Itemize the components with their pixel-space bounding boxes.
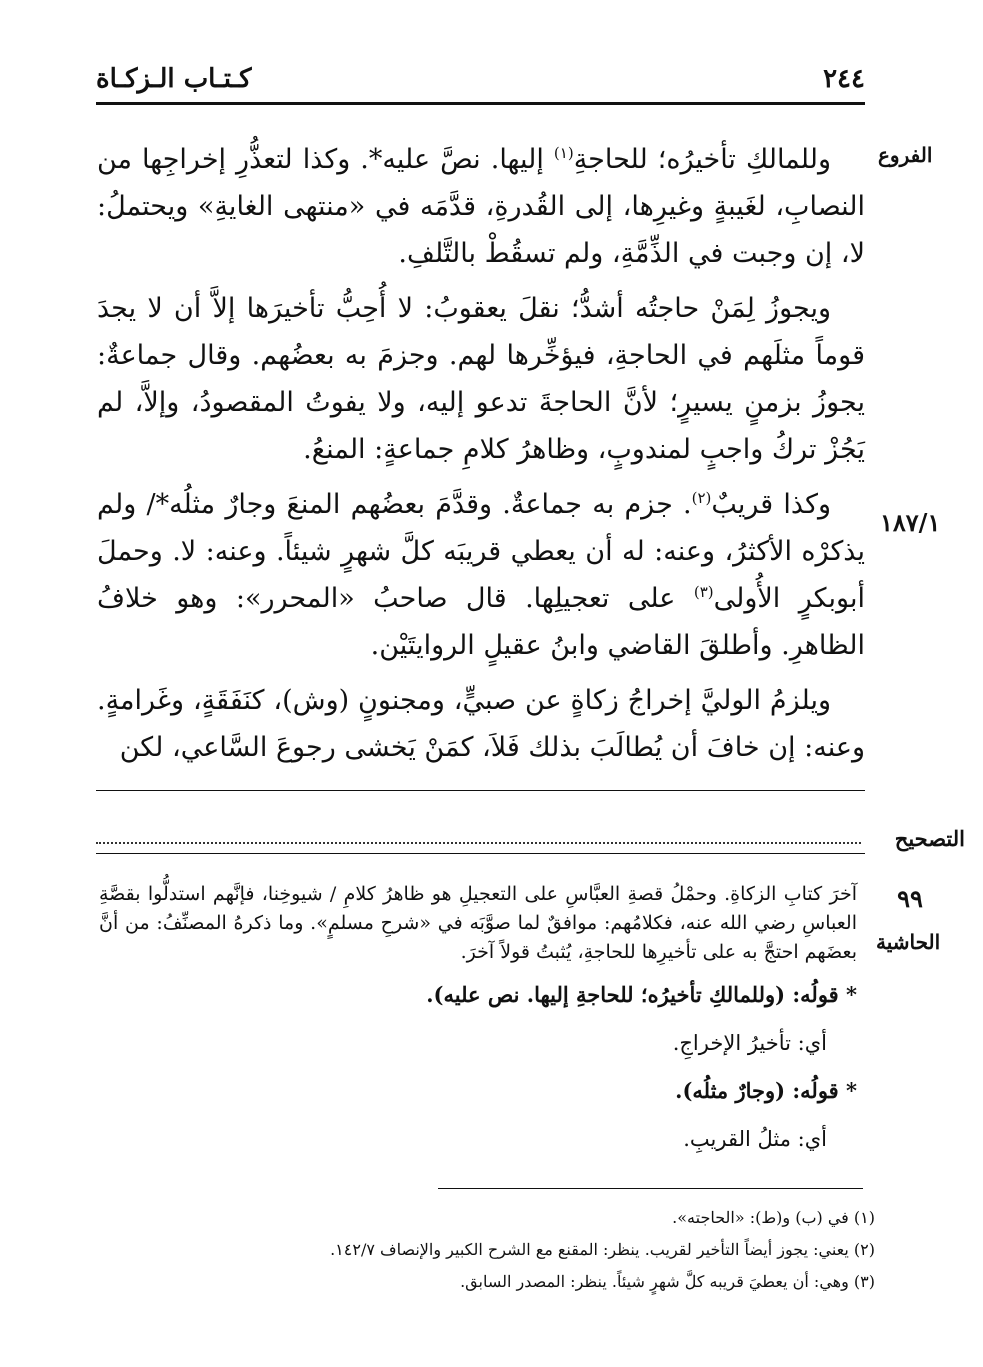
hashiyah-number: ٩٩ [897,884,923,913]
dotted-line [96,842,861,844]
footnote-marker: (٣) [693,583,714,601]
page-number: ٢٤٤ [823,64,865,94]
footnote-2: (٢) يعني: يجوز أيضاً التأخير لقريب. ينظر: المقنع مع الشرح الكبير والإنصاف ١٤٢/٧. [330,1240,875,1259]
margin-reference: ١٨٧/١ [880,508,941,537]
hashiyah-paragraph: آخرَ كتابِ الزكاةِ. وحمْلُ قصةِ العبَّاسِ على التعجيلِ هو ظاهرُ كلامِ / شيوخِنا، فإنَّهم استدلُّوا بقصَّةِ العباسِ رضي الله عنه، فكلامُهم: موافقٌ لما صوَّبَه في «شرحِ مسلمٍ». وما ذكرهُ المصنِّفُ: من أنَّ بعضَهم احتجَّ به على تأخيرِها للحاجةِ، يُثبتُ قولاً آخرَ. [99,883,857,963]
chapter-title: كـتـاب الـزكـاة [96,64,252,94]
main-paragraph-2: ويجوزُ لِمَنْ حاجتُه أشدُّ؛ نقلَ يعقوبُ: لا أُحِبُّ تأخيرَها إلاَّ أن لا يجدَ قوماً مثلَهم في الحاجةِ، فيؤخِّرها لهم. وجزمَ به بعضُهم. وقال جماعةٌ: يجوزُ بزمنٍ يسيرٍ؛ لأنَّ الحاجةَ تدعو إليه، ولا يفوتُ المقصودُ، وإلاَّ، لم يَجُزْ تركُ واجبٍ لمندوبٍ، وظاهرُ كلامِ جماعةٍ: المنعُ. [97,293,865,465]
paragraph-text: . جزم به جماعةٌ. وقدَّمَ بعضُهم المنعَ وجارٌ مثلُه*/ ولم يذكرْه الأكثرُ، وعنه: له أن يعطي قريبَه كلَّ شهرٍ شيئاً. وعنه: لا. وحملَ أبوبكرٍ الأُولى [97,489,865,614]
paragraph-text: إليها. نصَّ عليه*. وكذا لتعذُّرِ إخراجِها من النصابِ، لغَيبةٍ وغيرِها، إلى القُدرةِ، قدَّمَه في «منتهى الغايةِ» ويحتملُ: لا، إن وجبت في الذِّمَّةِ، ولم تسقُطْ بالتَّلفِ. [97,144,865,269]
footnote-marker: (١) [553,144,574,162]
hashiyah-quote-2: * قولُه: (وجارٌ مثلُه). [675,1078,857,1103]
main-paragraph-4: ويلزمُ الوليَّ إخراجُ زكاةٍ عن صبيٍّ، ومجنونٍ (وش)، كنَفَقَةٍ، وغَرامةٍ. وعنه: إن خافَ أن يُطالَبَ بذلك فَلاَ، كمَنْ يَخشى رجوعَ السَّاعي، لكن [97,685,865,763]
main-text-rule [96,790,865,791]
hashiyah-label: الحاشية [876,930,941,954]
main-paragraph-1 [97,136,865,277]
tashih-row [96,826,965,852]
footnote-3: (٣) وهي: أن يعطيَ قريبه كلَّ شهرٍ شيئاً. ينظر: المصدر السابق. [460,1272,875,1291]
hashiyah-explanation-1: أي: تأخيرُ الإخراجِ. [672,1031,827,1055]
hashiyah-explanation-2: أي: مثلُ القريبِ. [683,1127,827,1151]
paragraph-text: وللمالكِ تأخيرُه؛ للحاجةِ [573,144,831,175]
paragraph-text: وكذا قريبٌ [711,489,831,520]
tashih-rule [96,853,865,854]
footnote-1: (١) في (ب) و(ط): «الحاجته». [672,1208,875,1227]
header-rule [96,102,865,105]
tashih-label: التصحيح [894,826,965,851]
hashiyah-quote-1: * قولُه: (وللمالكِ تأخيرُه؛ للحاجةِ إليها. نص عليه). [426,982,857,1007]
running-header [96,64,865,104]
main-paragraph-3 [97,481,865,669]
main-text [97,136,865,771]
paragraph-text: على تعجيلِها. قال صاحبُ «المحرر»: وهو خلافُ الظاهرِ. وأطلقَ القاضي وابنُ عقيلٍ الروايتَيْن. [97,583,865,661]
margin-label-furu: الفروع [878,143,933,167]
hashiyah-text [99,880,857,1163]
footnote-rule [438,1188,863,1189]
footnote-marker: (٢) [691,489,712,507]
